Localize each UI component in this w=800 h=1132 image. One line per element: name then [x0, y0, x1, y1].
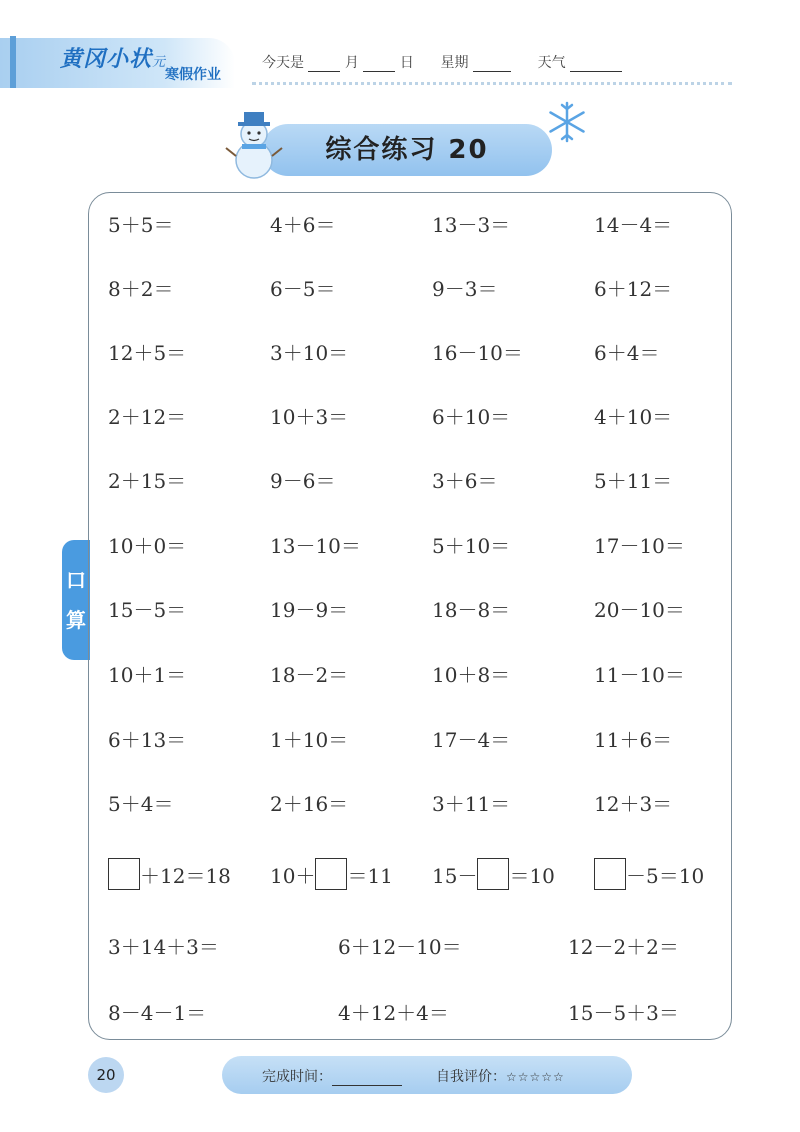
weather-blank[interactable]	[570, 57, 622, 72]
fill-in-prefix: 10＋	[270, 863, 316, 888]
problem-item: 5＋11＝	[594, 469, 673, 493]
problem-item: 10＋0＝	[108, 534, 187, 558]
fill-in-suffix: ＝11	[347, 863, 393, 888]
fill-in-problem	[432, 858, 555, 890]
problem-item: 3＋10＝	[270, 341, 349, 365]
fill-in-prefix: 15－	[432, 863, 478, 888]
problem-item: 17－4＝	[432, 728, 511, 752]
problem-item: 6＋13＝	[108, 728, 187, 752]
problem-item: 6－5＝	[270, 277, 336, 301]
three-term-problem: 4＋12＋4＝	[338, 1001, 449, 1025]
problem-item: 2＋12＝	[108, 405, 187, 429]
eval-label: 自我评价：	[436, 1069, 506, 1085]
problem-item: 4＋6＝	[270, 213, 336, 237]
problem-item: 5＋10＝	[432, 534, 511, 558]
problem-item: 17－10＝	[594, 534, 685, 558]
problem-item: 11＋6＝	[594, 728, 673, 752]
answer-box[interactable]	[108, 858, 140, 890]
three-term-problem: 12－2＋2＝	[568, 935, 679, 959]
problem-item: 1＋10＝	[270, 728, 349, 752]
problem-item: 13－10＝	[270, 534, 361, 558]
problem-item: 5＋4＝	[108, 792, 174, 816]
problem-item: 6＋4＝	[594, 341, 660, 365]
answer-box[interactable]	[594, 858, 626, 890]
date-line	[262, 52, 622, 72]
problem-item: 19－9＝	[270, 598, 349, 622]
problem-item: 16－10＝	[432, 341, 523, 365]
page-number: 20	[88, 1057, 124, 1093]
problem-item: 12＋3＝	[594, 792, 673, 816]
weekday-blank[interactable]	[473, 57, 511, 72]
fill-in-problem	[270, 858, 393, 890]
three-term-problem: 3＋14＋3＝	[108, 935, 219, 959]
problem-item: 6＋10＝	[432, 405, 511, 429]
fill-in-suffix: ＝10	[509, 863, 555, 888]
problem-item: 20－10＝	[594, 598, 685, 622]
problem-item: 3＋6＝	[432, 469, 498, 493]
self-evaluation	[436, 1066, 565, 1086]
problem-item: 18－8＝	[432, 598, 511, 622]
brand-suffix-text: 元	[152, 55, 167, 70]
fill-in-problem	[594, 858, 704, 890]
snowflake-icon	[545, 100, 589, 144]
fill-in-suffix: ＋12＝18	[140, 863, 231, 888]
problem-item: 9－3＝	[432, 277, 498, 301]
brand-subtitle: 寒假作业	[165, 67, 221, 83]
completion-time	[262, 1066, 402, 1086]
fill-in-suffix: －5＝10	[626, 863, 705, 888]
problem-item: 5＋5＝	[108, 213, 174, 237]
answer-box[interactable]	[315, 858, 347, 890]
month-label: 月	[344, 55, 359, 71]
problem-item: 4＋10＝	[594, 405, 673, 429]
month-blank[interactable]	[308, 57, 340, 72]
header-divider	[252, 82, 732, 85]
problem-item: 3＋11＝	[432, 792, 511, 816]
problem-item: 9－6＝	[270, 469, 336, 493]
three-term-problem: 8－4－1＝	[108, 1001, 207, 1025]
answer-box[interactable]	[477, 858, 509, 890]
day-label: 日	[399, 55, 414, 71]
problem-item: 10＋1＝	[108, 663, 187, 687]
date-prefix: 今天是	[262, 55, 304, 71]
snowman-icon	[222, 106, 286, 180]
side-tab-oral-arithmetic	[62, 540, 90, 660]
problem-item: 6＋12＝	[594, 277, 673, 301]
brand-logo	[60, 42, 166, 73]
problem-item: 10＋3＝	[270, 405, 349, 429]
side-tab-char: 口	[66, 568, 86, 592]
problem-item: 2＋16＝	[270, 792, 349, 816]
three-term-problem: 15－5＋3＝	[568, 1001, 679, 1025]
fill-in-problem	[108, 858, 231, 890]
problem-item: 11－10＝	[594, 663, 685, 687]
star-rating[interactable]: ☆☆☆☆☆	[506, 1070, 565, 1084]
three-term-problem: 6＋12－10＝	[338, 935, 462, 959]
problem-item: 8＋2＝	[108, 277, 174, 301]
problem-item: 18－2＝	[270, 663, 349, 687]
problem-item: 10＋8＝	[432, 663, 511, 687]
time-blank[interactable]	[332, 1071, 402, 1086]
weekday-label: 星期	[440, 55, 469, 71]
side-tab-char: 算	[66, 608, 86, 632]
problem-item: 13－3＝	[432, 213, 511, 237]
brand-stripe	[10, 36, 16, 88]
problem-item: 2＋15＝	[108, 469, 187, 493]
page-title: 综合练习 20	[325, 135, 489, 165]
time-label: 完成时间：	[262, 1069, 332, 1085]
problem-item: 15－5＝	[108, 598, 187, 622]
problem-item: 14－4＝	[594, 213, 673, 237]
problem-item: 12＋5＝	[108, 341, 187, 365]
brand-main-text: 黄冈小状	[60, 47, 153, 72]
weather-label: 天气	[537, 55, 566, 71]
day-blank[interactable]	[363, 57, 395, 72]
